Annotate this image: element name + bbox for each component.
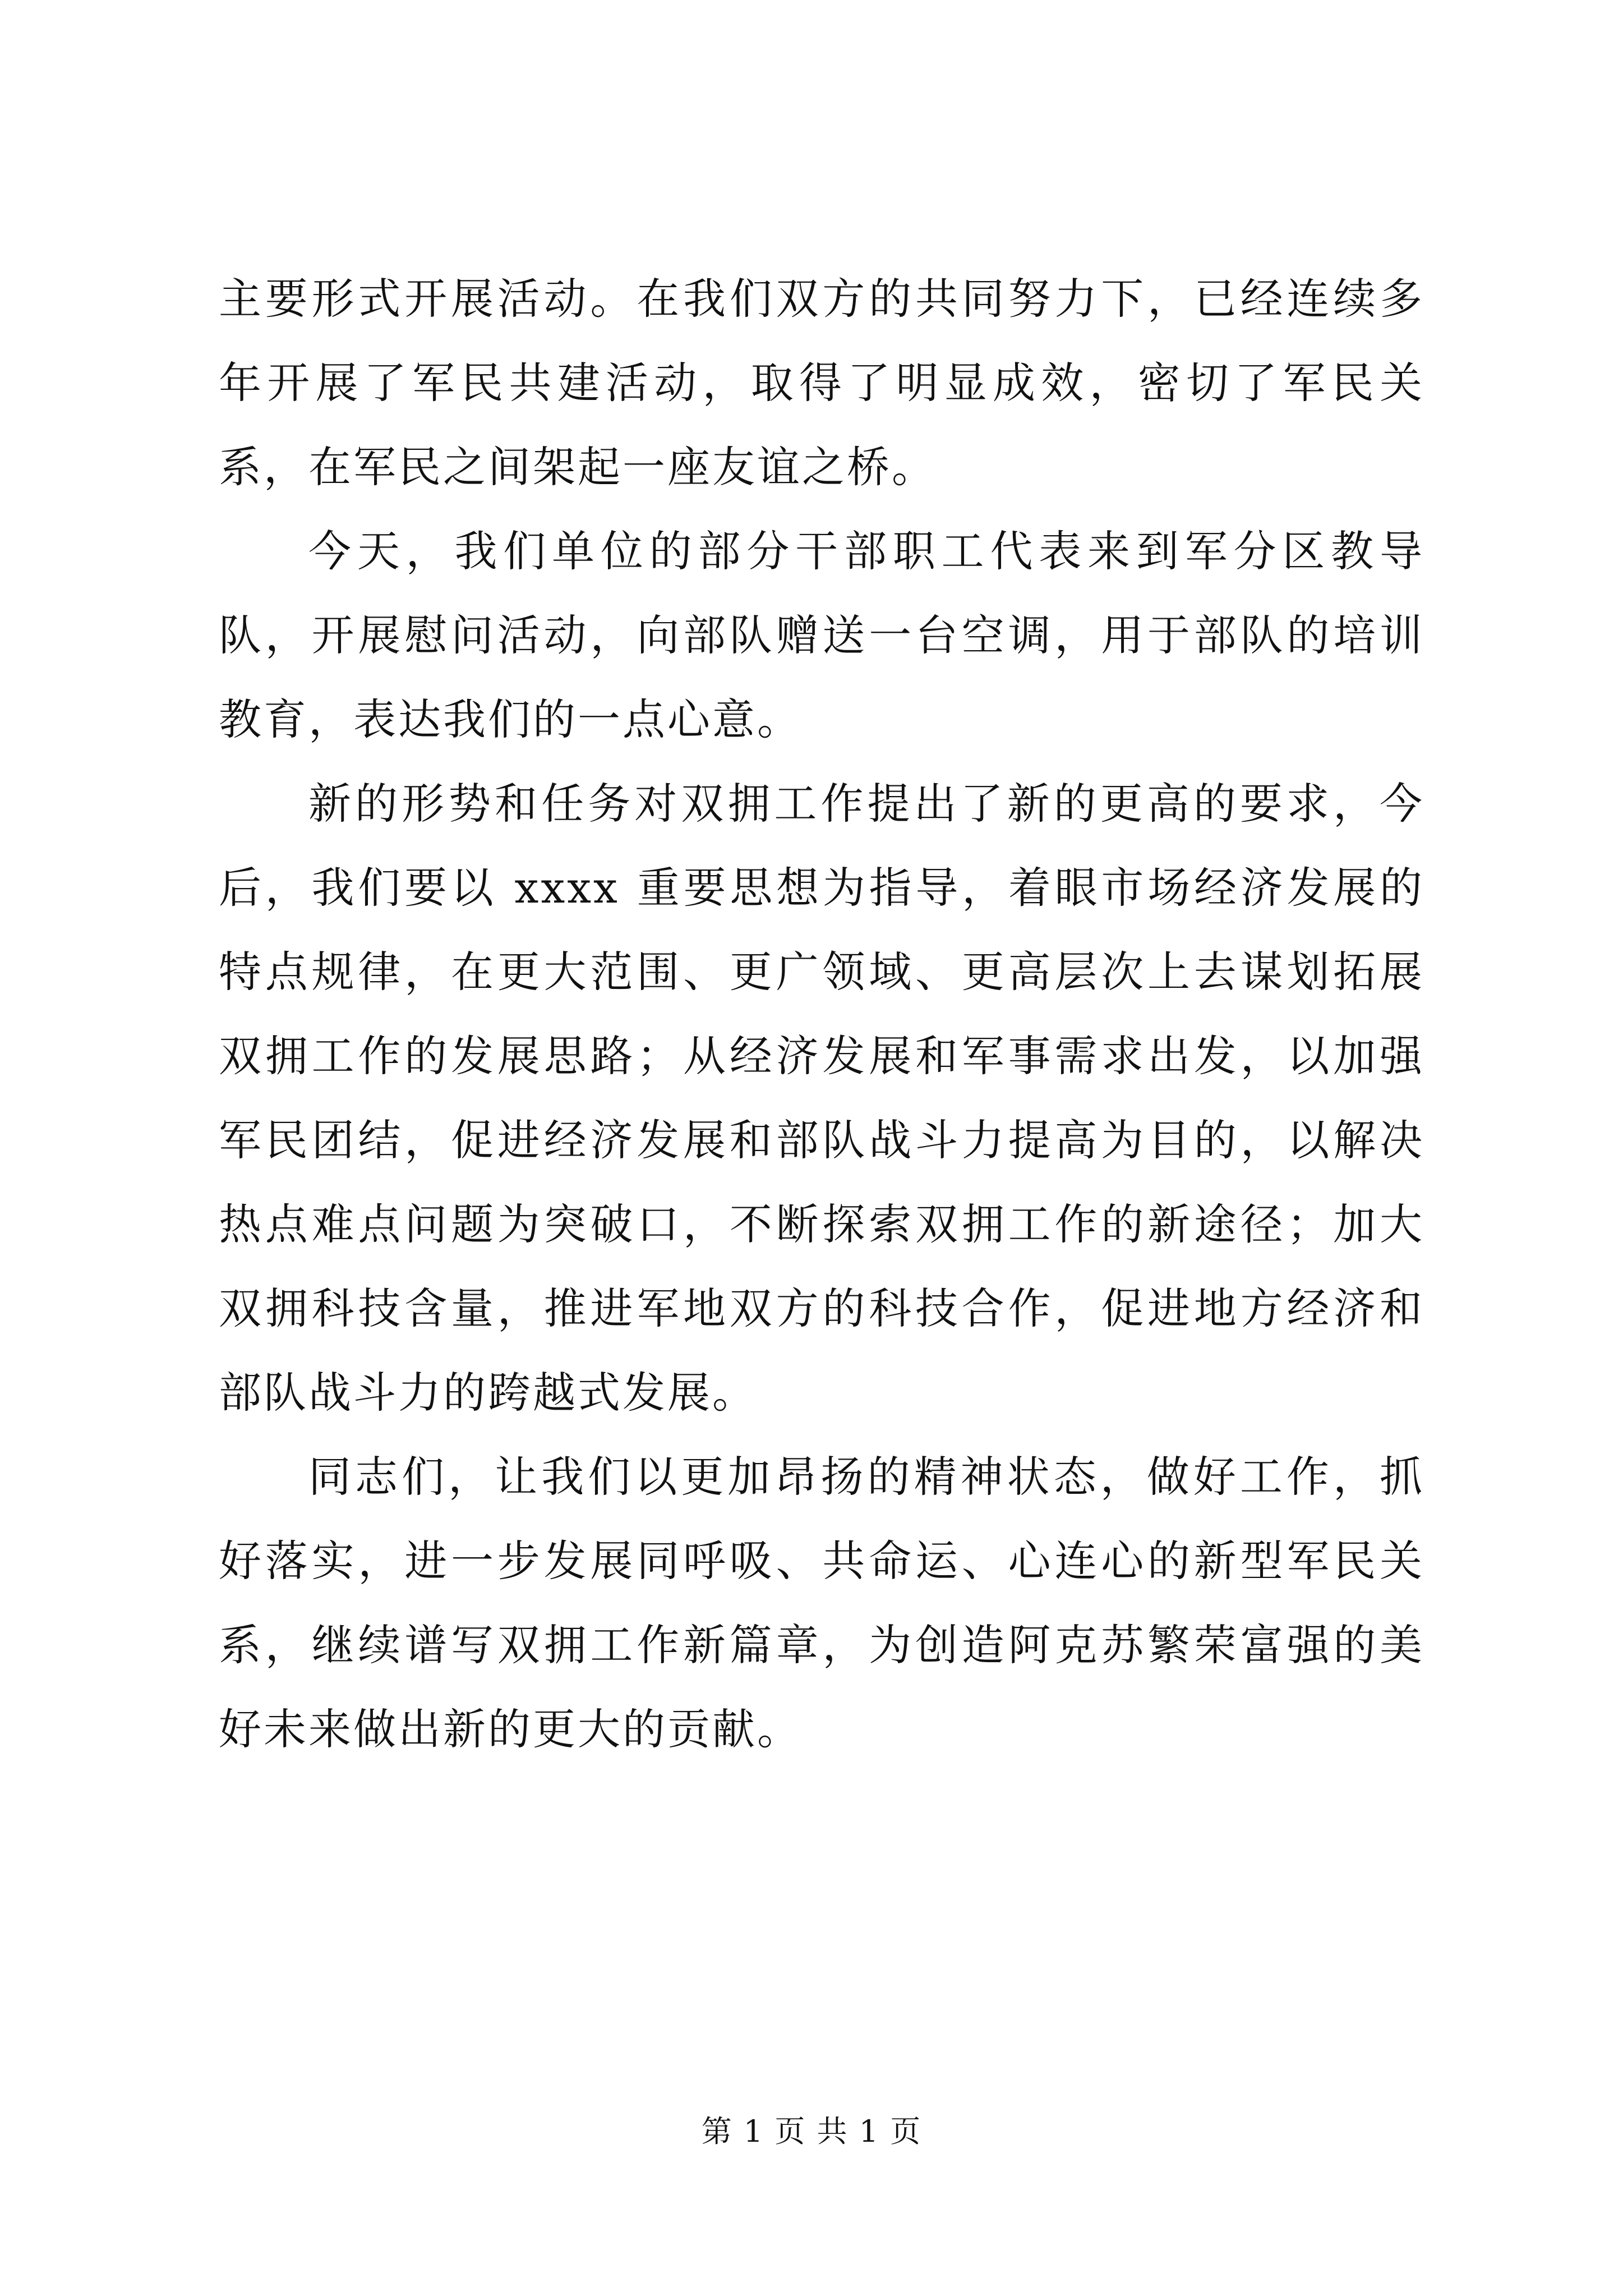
paragraph-closing: 同志们，让我们以更加昂扬的精神状态，做好工作，抓好落实，进一步发展同呼吸、共命运、心连心的新型军民关系，继续谱写双拥工作新篇章，为创造阿克苏繁荣富强的美好未来做出新的更大的贡献。 (219, 1452, 1424, 1754)
paragraph-continuation: 主要形式开展活动。在我们双方的共同努力下，已经连续多年开展了军民共建活动，取得了明显成效，密切了军民关系，在军民之间架起一座友谊之桥。 (219, 274, 1424, 492)
page-number-footer: 第 1 页 共 1 页 (701, 2114, 922, 2149)
document-body (219, 257, 1424, 1772)
paragraph-visit: 今天，我们单位的部分干部职工代表来到军分区教导队，开展慰问活动，向部队赠送一台空调，用于部队的培训教育，表达我们的一点心意。 (219, 526, 1424, 744)
paragraph-requirements: 新的形势和任务对双拥工作提出了新的更高的要求，今后，我们要以 xxxx 重要思想为指导，着眼市场经济发展的特点规律，在更大范围、更广领域、更高层次上去谋划拓展双拥工作的发展思路；从经济发展和军事需求出发，以加强军民团结，促进经济发展和部队战斗力提高为目的，以解决热点难点问题为突破口，不断探索双拥工作的新途径；加大双拥科技含量，推进军地双方的科技合作，促进地方经济和部队战斗力的跨越式发展。 (219, 779, 1424, 1418)
